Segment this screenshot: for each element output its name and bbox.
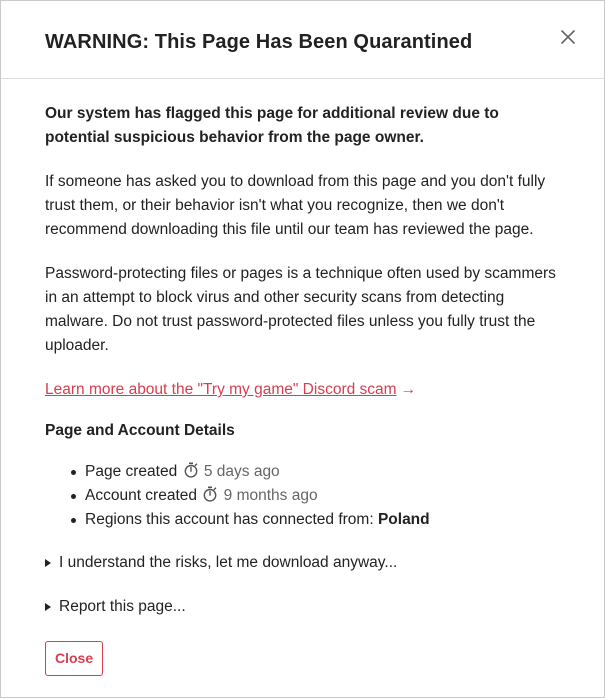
arrow-right-icon: → bbox=[400, 381, 417, 398]
page-created-label: Page created bbox=[85, 463, 178, 480]
download-anyway-label: I understand the risks, let me download anyway... bbox=[59, 554, 398, 571]
regions-label: Regions this account has connected from: bbox=[85, 511, 374, 528]
details-list bbox=[45, 460, 560, 532]
account-created-value: 9 months ago bbox=[223, 487, 318, 504]
report-page-toggle[interactable] bbox=[45, 595, 560, 619]
list-item-account-created bbox=[85, 484, 560, 508]
close-icon[interactable] bbox=[554, 23, 582, 51]
account-created-label: Account created bbox=[85, 487, 198, 504]
list-item-page-created bbox=[85, 460, 560, 484]
download-anyway-toggle[interactable] bbox=[45, 551, 560, 575]
discord-scam-link[interactable] bbox=[45, 378, 416, 402]
modal-title: WARNING: This Page Has Been Quarantined bbox=[45, 31, 473, 53]
regions-value: Poland bbox=[377, 511, 430, 528]
report-page-label: Report this page... bbox=[59, 598, 186, 615]
triangle-right-icon bbox=[45, 559, 51, 567]
triangle-right-icon bbox=[45, 603, 51, 611]
list-item-regions bbox=[85, 508, 560, 532]
warning-lead: Our system has flagged this page for additional review due to potential suspicious behavior from the page owner. bbox=[45, 105, 499, 146]
password-advice: Password-protecting files or pages is a technique often used by scammers in an attempt to block virus and other security scans from detecting malware. Do not trust password-protected files unless you fully trust the uploader. bbox=[45, 265, 556, 354]
download-advice: If someone has asked you to download from this page and you don't fully trust them, or their behavior isn't what you recognize, then we don't recommend downloading this file until our team has reviewed the page. bbox=[45, 173, 546, 238]
modal-body bbox=[1, 79, 604, 676]
page-created-value: 5 days ago bbox=[203, 463, 280, 480]
modal-header bbox=[1, 1, 604, 79]
stopwatch-icon bbox=[203, 486, 217, 502]
discord-scam-link-text: Learn more about the "Try my game" Discord scam bbox=[45, 381, 397, 398]
stopwatch-icon bbox=[184, 462, 198, 478]
close-button[interactable]: Close bbox=[45, 641, 103, 676]
details-heading: Page and Account Details bbox=[45, 422, 235, 439]
